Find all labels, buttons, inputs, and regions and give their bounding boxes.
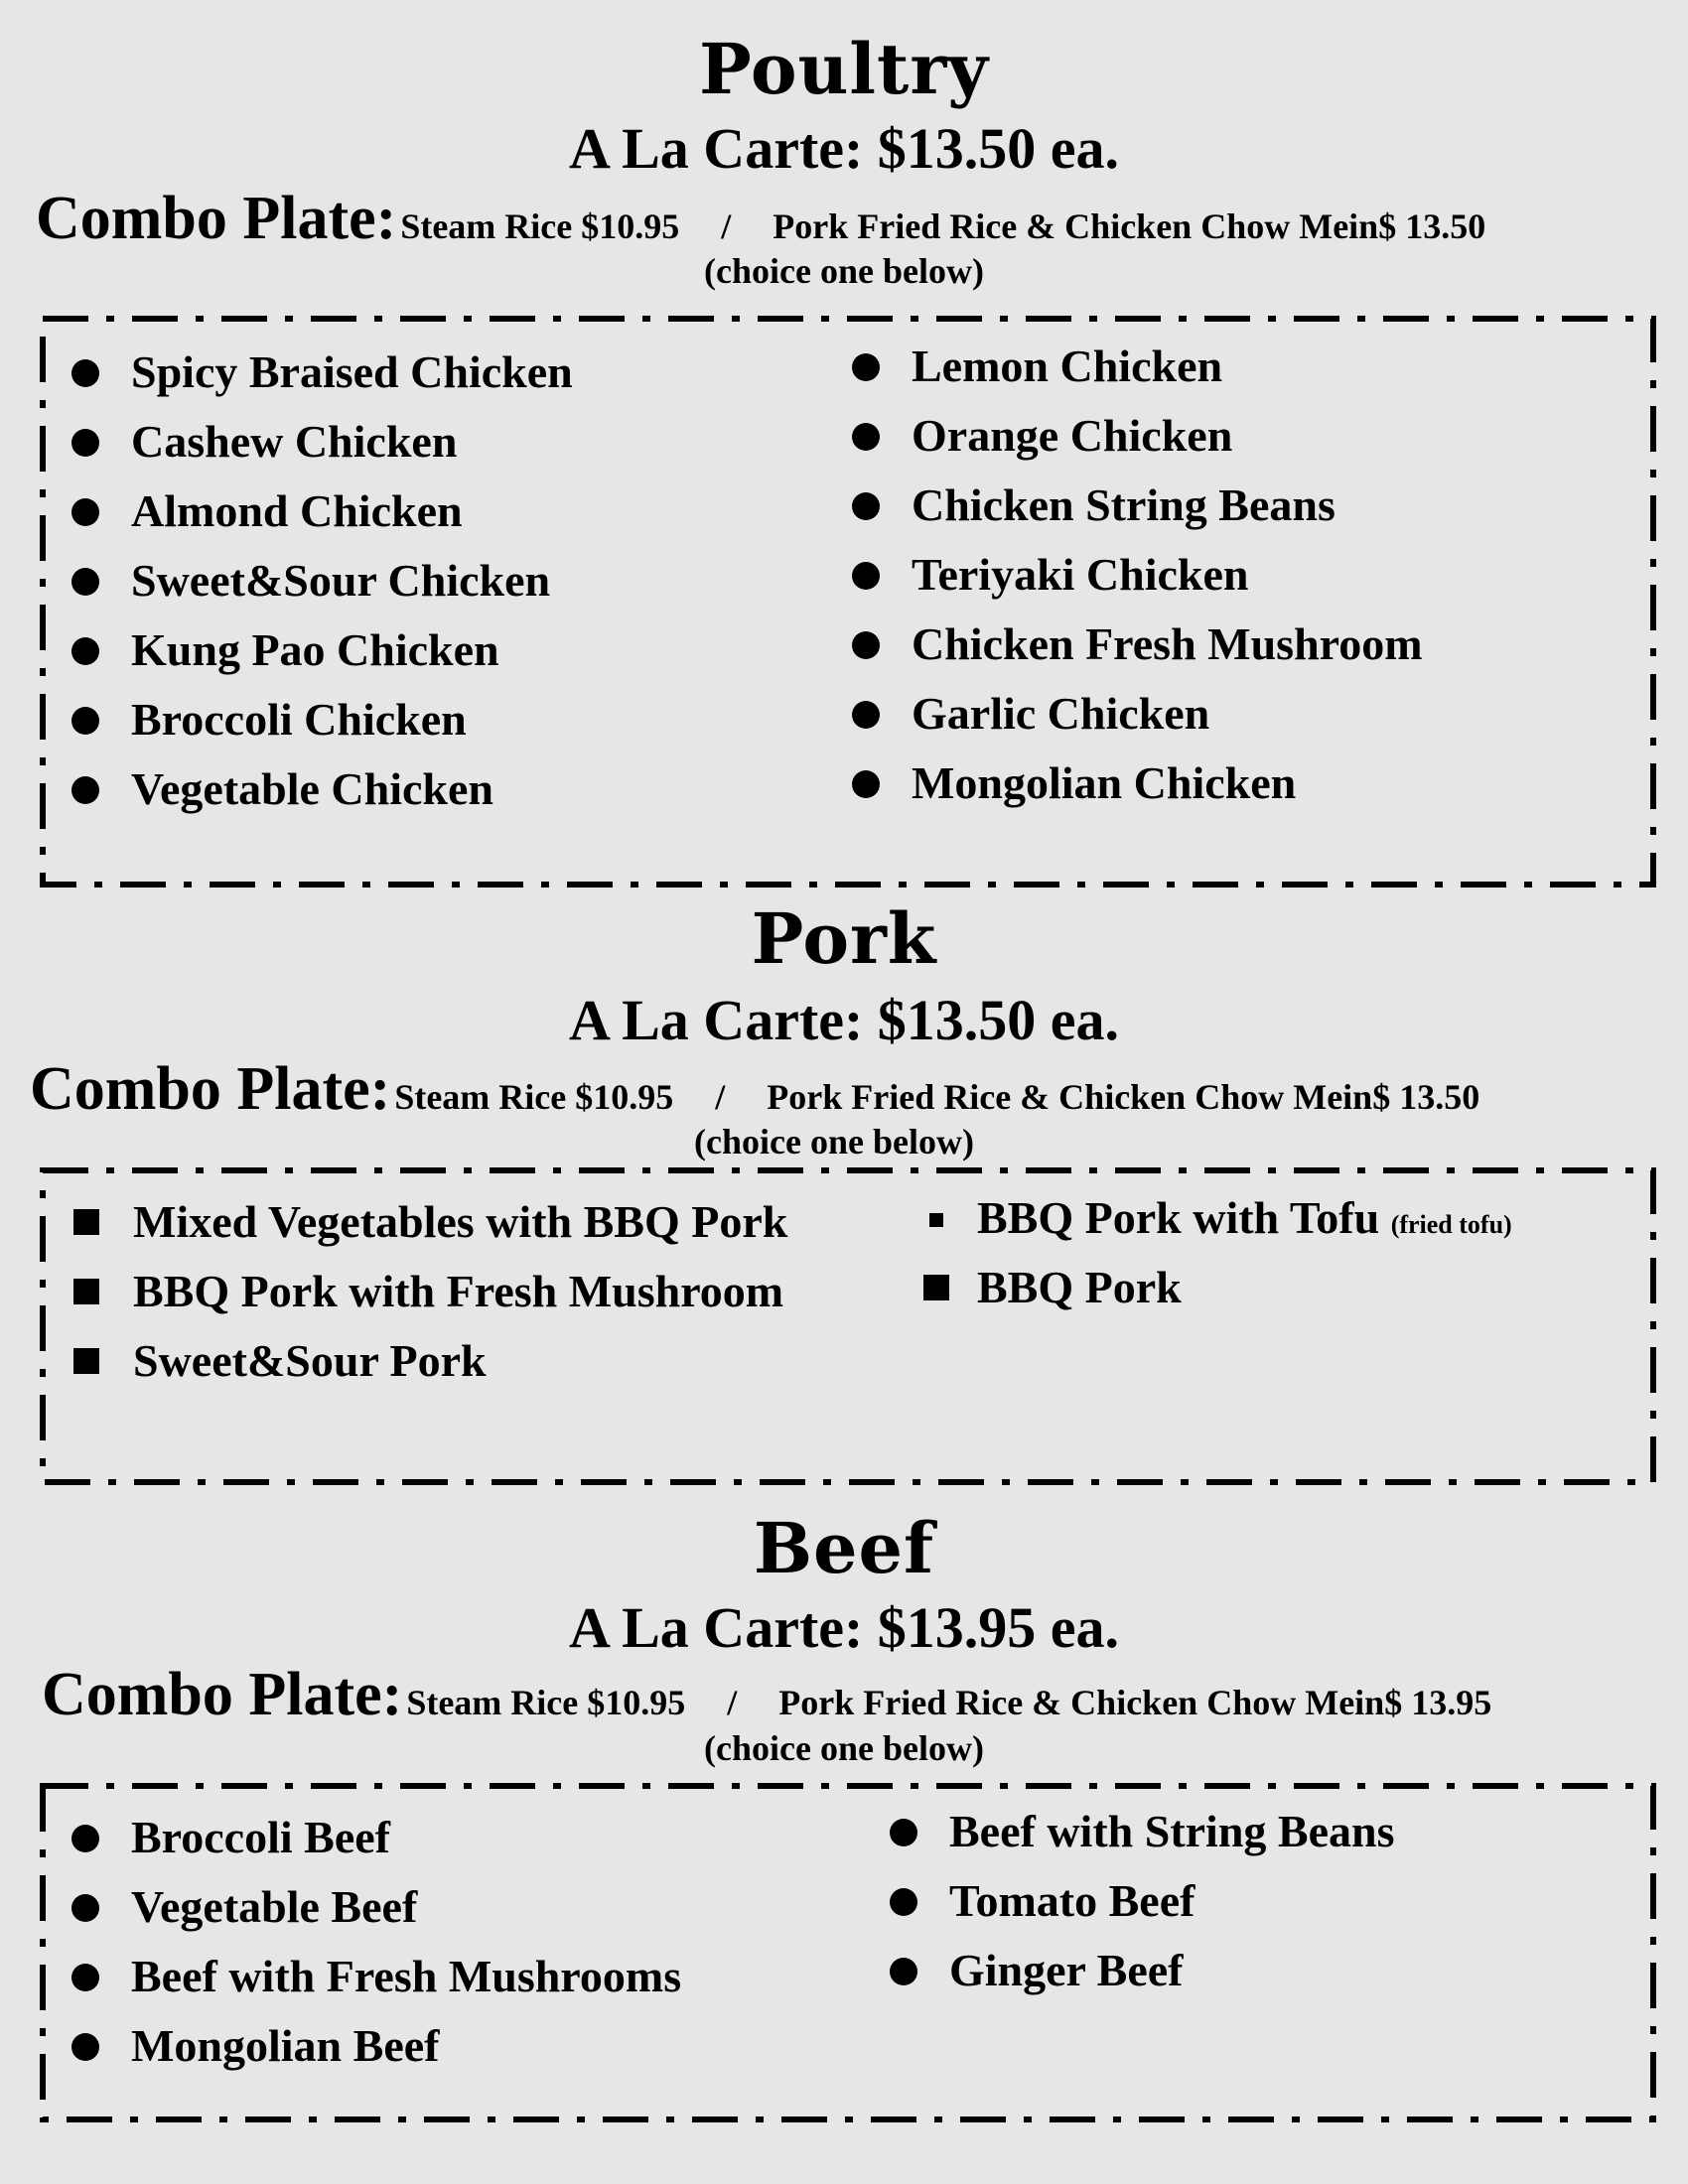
combo-label: Combo Plate: [42,1661,403,1728]
combo-separator: / [715,1077,726,1117]
pork-combo-line [30,1054,1479,1125]
beef-menu-box: Broccoli Beef Vegetable Beef Beef with Fresh Mushrooms Mongolian Beef Beef with String Beans Tomato Beef Ginger Beef [40,1783,1656,2122]
bullet-dot-icon [71,498,99,526]
poultry-combo-line [36,184,1485,254]
bullet-dot-icon [71,1964,99,1991]
bullet-dot-icon [890,1888,917,1916]
combo-label: Combo Plate: [36,185,397,252]
combo-fried-price: Pork Fried Rice & Chicken Chow Mein$ 13.50 [773,206,1486,246]
combo-steam-price: Steam Rice $10.95 [394,1077,674,1117]
bullet-dot-icon [852,492,880,520]
bullet-dot-icon [71,637,99,665]
combo-fried-price: Pork Fried Rice & Chicken Chow Mein$ 13.95 [778,1683,1492,1722]
bullet-dot-icon [71,429,99,457]
pork-title: Pork [751,897,937,980]
bullet-dot-icon [71,568,99,596]
beef-a-la-carte: A La Carte: $13.95 ea. [568,1595,1120,1660]
bullet-dot-icon [852,353,880,381]
bullet-dot-icon [71,1825,99,1852]
bullet-dot-icon [852,701,880,729]
pork-a-la-carte: A La Carte: $13.50 ea. [568,988,1120,1052]
combo-label: Combo Plate: [30,1055,391,1123]
bullet-square-icon [73,1279,99,1304]
bullet-dot-icon [890,1958,917,1985]
bullet-dot-icon [890,1819,917,1846]
bullet-square-icon [73,1209,99,1235]
bullet-dot-icon [71,707,99,735]
beef-title: Beef [753,1507,935,1589]
poultry-choice-note: (choice one below) [704,251,984,291]
bullet-square-icon [73,1348,99,1374]
bullet-dot-icon [852,770,880,798]
beef-choice-note: (choice one below) [704,1728,984,1768]
combo-steam-price: Steam Rice $10.95 [400,206,680,246]
combo-separator: / [721,206,732,246]
poultry-a-la-carte: A La Carte: $13.50 ea. [568,116,1120,181]
beef-combo-line [42,1660,1491,1730]
poultry-menu-box: Spicy Braised Chicken Cashew Chicken Almond Chicken Sweet&Sour Chicken Kung Pao Chicken Broccoli Chicken Vegetable Chicken Lemon Chicken Orange Chicken Chicken String Beans Teriyaki Chicken Chicken Fresh Mushroom Garlic Chicken Mongolian Chicken [40,316,1656,887]
combo-steam-price: Steam Rice $10.95 [406,1683,686,1722]
pork-menu-box: Mixed Vegetables with BBQ Pork BBQ Pork with Fresh Mushroom Sweet&Sour Pork BBQ Pork with Tofu (fried tofu) BBQ Pork [40,1167,1656,1485]
bullet-dot-icon [852,631,880,659]
combo-fried-price: Pork Fried Rice & Chicken Chow Mein$ 13.50 [767,1077,1480,1117]
bullet-dot-icon [71,1894,99,1922]
combo-separator: / [727,1683,738,1722]
bullet-dot-icon [71,776,99,804]
tofu-note: (fried tofu) [1390,1210,1512,1239]
bullet-dot-icon [852,423,880,451]
bullet-square-icon [929,1213,943,1227]
bullet-dot-icon [852,562,880,590]
poultry-title: Poultry [699,28,989,110]
bullet-square-icon [923,1275,949,1300]
bullet-dot-icon [71,2033,99,2061]
pork-choice-note: (choice one below) [694,1122,974,1161]
bullet-dot-icon [71,359,99,387]
